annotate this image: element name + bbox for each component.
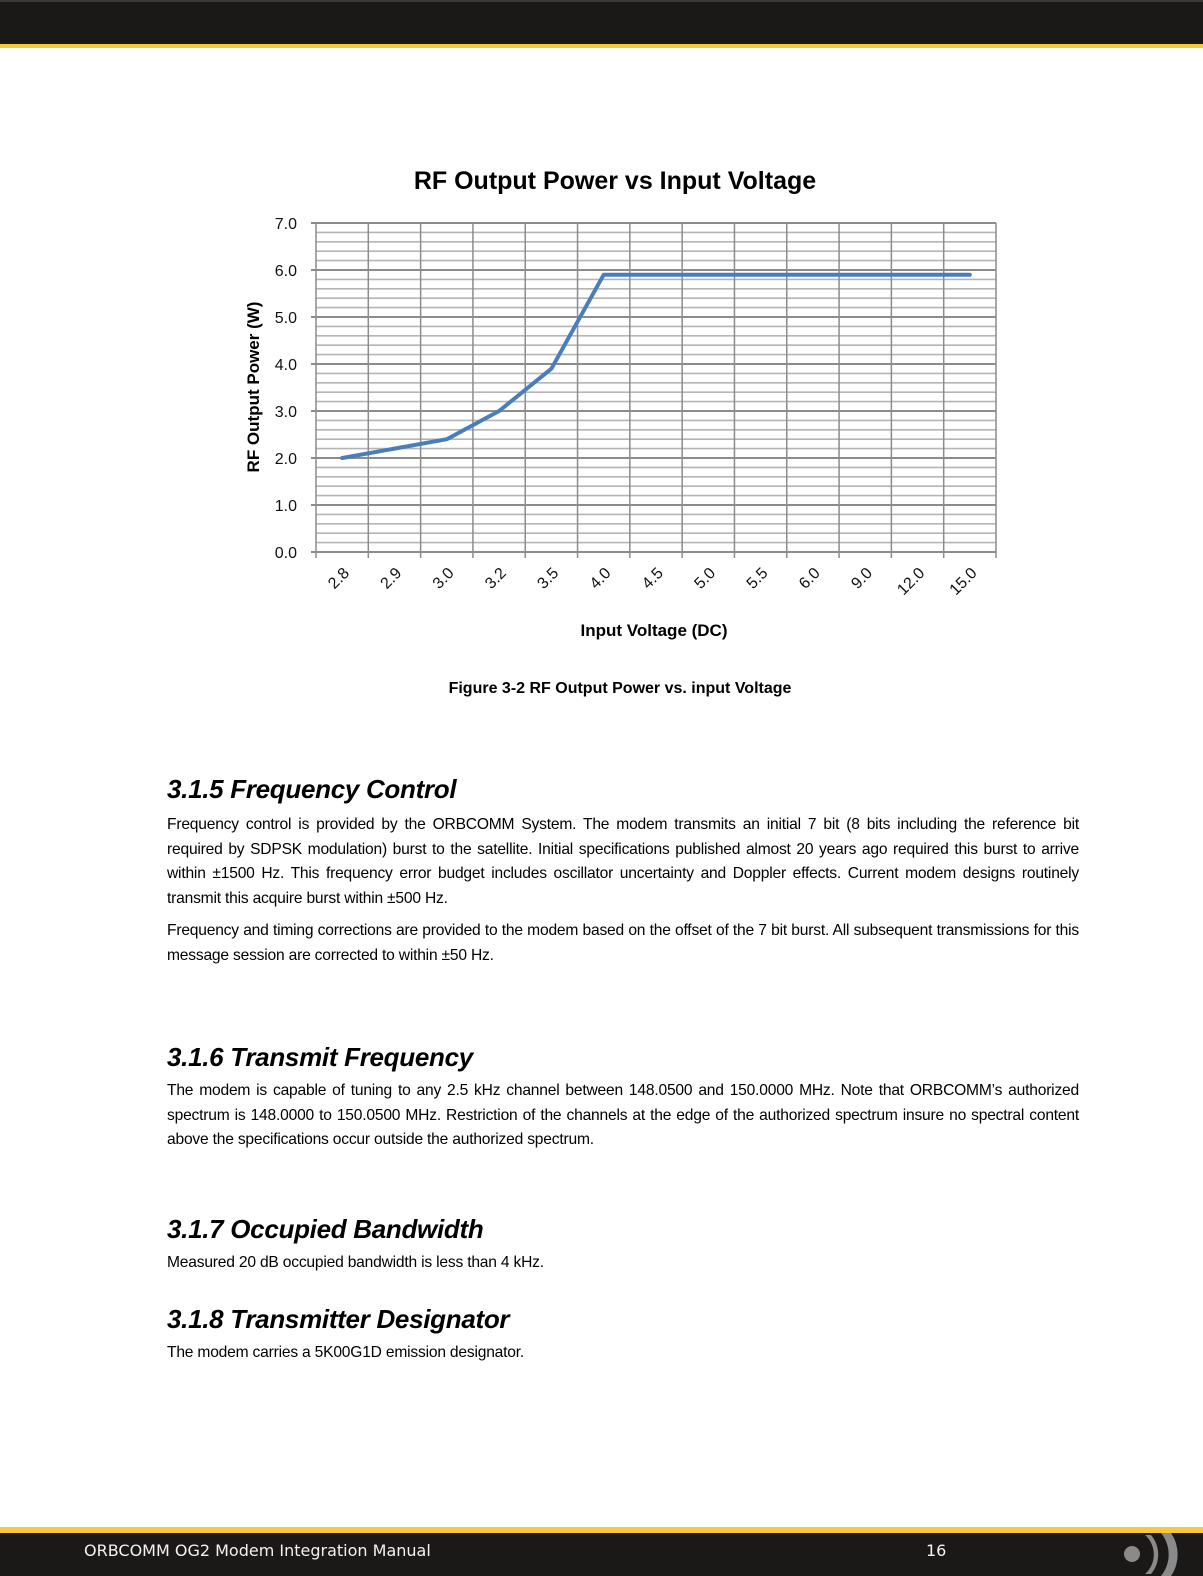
y-tick-label: 2.0	[274, 451, 297, 468]
section-heading: 3.1.7 Occupied Bandwidth	[167, 1214, 484, 1244]
y-tick-label: 1.0	[274, 498, 297, 515]
footer-page-number: 16	[926, 1541, 947, 1560]
x-tick-label: 3.2	[482, 564, 510, 593]
footer-document-title: ORBCOMM OG2 Modem Integration Manual	[84, 1541, 431, 1560]
x-tick-label: 4.5	[639, 564, 667, 593]
x-tick-label: 3.5	[534, 564, 563, 593]
orbcomm-signal-logo-icon	[1105, 1533, 1203, 1576]
x-axis-label: Input Voltage (DC)	[580, 621, 728, 640]
y-tick-label: 3.0	[274, 404, 297, 421]
x-tick-label: 4.0	[586, 564, 615, 593]
major-gridlines	[311, 223, 996, 552]
y-tick-label: 6.0	[274, 263, 297, 280]
header-band	[0, 0, 1203, 44]
y-tick-label: 0.0	[274, 545, 297, 562]
section-heading: 3.1.5 Frequency Control	[167, 774, 457, 804]
paragraph: Frequency and timing corrections are provided to the modem based on the offset of the 7 bit burst. All subsequent transmissions for this message session are corrected to within ±50 Hz.	[167, 922, 1079, 964]
paragraph: The modem carries a 5K00G1D emission designator.	[167, 1344, 525, 1361]
paragraph: Measured 20 dB occupied bandwidth is less than 4 kHz.	[167, 1254, 544, 1271]
x-tick-label: 2.8	[325, 564, 353, 593]
section-3-1-5	[167, 774, 1079, 968]
y-tick-label: 4.0	[274, 357, 297, 374]
x-tick-label: 6.0	[795, 564, 824, 593]
section-3-1-8	[167, 1304, 1079, 1366]
y-tick-label: 7.0	[274, 216, 297, 233]
section-3-1-6	[167, 1042, 1079, 1153]
section-3-1-7	[167, 1214, 1079, 1276]
x-tick-label: 5.5	[743, 564, 772, 593]
x-tick-label: 9.0	[848, 564, 877, 593]
paragraph: The modem is capable of tuning to any 2.5 kHz channel between 148.0500 and 150.0000 MHz. Note that ORBCOMM’s authorized spectrum is 148.0000 to 150.0500 MHz. Restriction of the channels at the edge of the authorized spectrum insure no spectral content above the specifications occur outside the authorized spectrum.	[167, 1082, 1079, 1148]
x-tick-label: 3.0	[429, 564, 458, 593]
figure-caption: Figure 3-2 RF Output Power vs. input Voltage	[448, 680, 792, 697]
x-tick-label: 2.9	[377, 564, 406, 593]
x-tick-label: 5.0	[691, 564, 720, 593]
paragraph: Frequency control is provided by the ORBCOMM System. The modem transmits an initial 7 bit (8 bits including the reference bit required by SDPSK modulation) burst to the satellite. Initial specifications published almost 20 years ago required this burst to arrive within ±1500 Hz. This frequency error budget includes oscillator uncertainty and Doppler effects. Current modem designs routinely transmit this acquire burst within ±500 Hz.	[167, 816, 1079, 907]
chart-title: RF Output Power vs Input Voltage	[413, 167, 817, 195]
chart-plot	[0, 150, 1203, 650]
x-axis-ticks	[325, 565, 981, 599]
chart-figure	[0, 150, 1203, 650]
x-tick-label: 15.0	[946, 564, 981, 599]
section-heading: 3.1.8 Transmitter Designator	[167, 1304, 510, 1334]
x-tick-label: 12.0	[894, 564, 929, 599]
y-axis-ticks	[275, 216, 297, 562]
header-accent-stripe	[0, 44, 1203, 48]
y-tick-label: 5.0	[274, 310, 297, 327]
y-axis-label: RF Output Power (W)	[244, 301, 263, 473]
minor-gridlines	[316, 232, 996, 542]
section-heading: 3.1.6 Transmit Frequency	[167, 1042, 473, 1072]
